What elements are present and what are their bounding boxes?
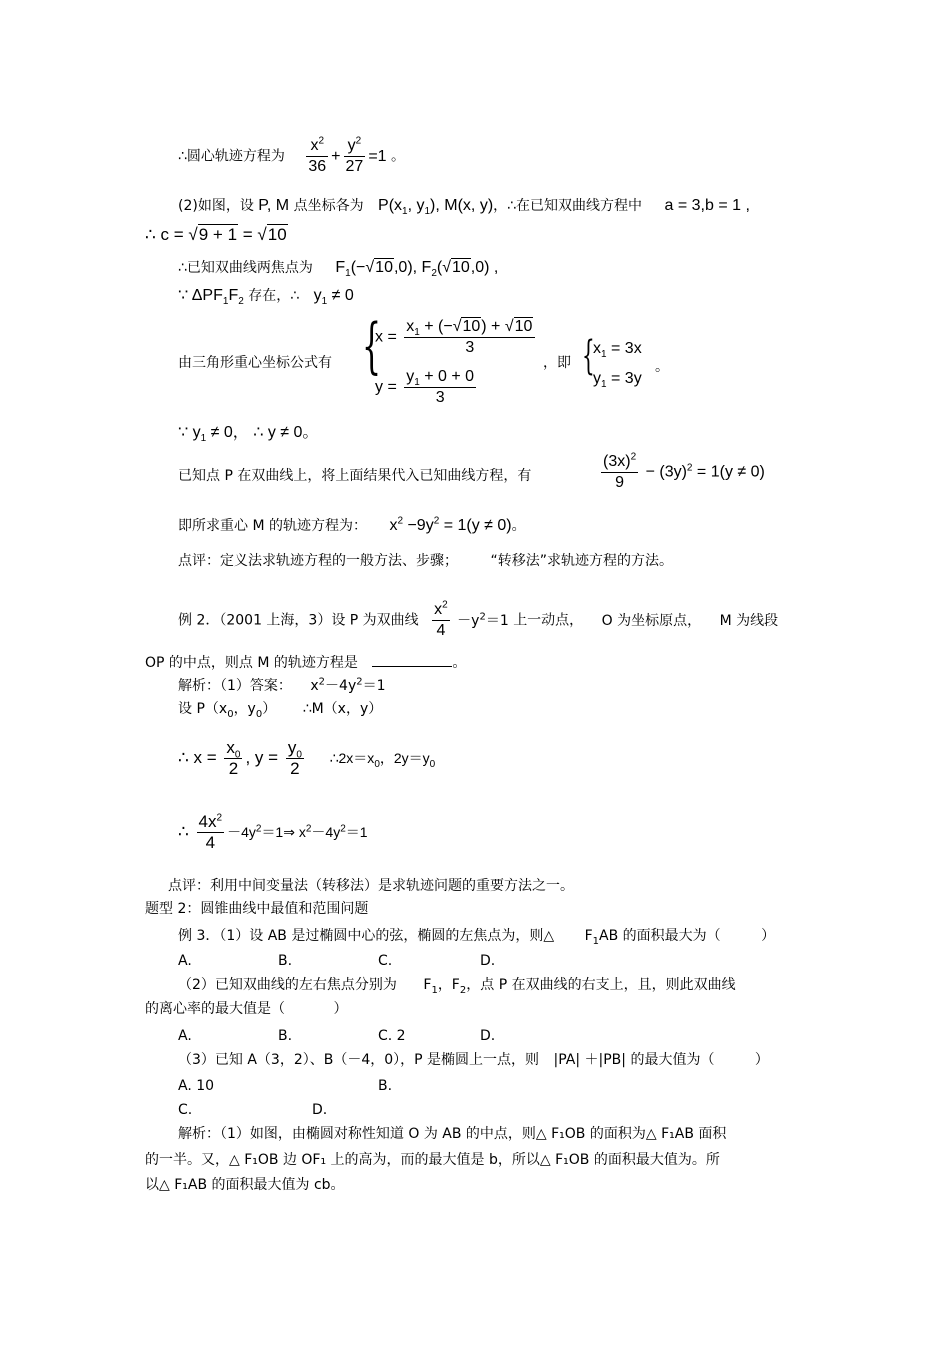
solution-3-line-3: 以△ F₁AB 的面积最大值为 cb。 [145,1177,345,1193]
example-2-line: 例 2．（2001 上海，3）设 P 为双曲线 $\frac{x^2}{4}$ $-y^2=1$ 上一动点， O 为坐标原点， M 为线段 [178,599,779,639]
option-c[interactable]: C. 2 [378,1028,406,1044]
derived-locus: ∴ $\frac{4x^2}{4}$ $-4y^2=1\Rightarrow$ $x^2-4y^2=1$ [178,812,368,852]
option-c[interactable]: C. [178,1102,193,1118]
locus-equation-line: ∴圆心轨迹方程为 $\frac{x^2}{36}$ + $\frac{y^2}{27}$ =1 。 [178,135,405,175]
example-3-part-2b: 的离心率的最大值是（ ） [145,1001,348,1017]
example-3-line: 例 3．（1）设 AB 是过椭圆中心的弦，椭圆的左焦点为，则△ $F_1AB$ 的面积最大为（ ） [178,928,776,947]
x1-equals-3x: $x_1 = 3x$ [593,340,642,361]
midpoint-equations: ∴ x = $\frac{x_0}{2}$ , y = $\frac{y_0}{2}$ $\therefore 2x=x_0$，$2y=y_0$ [178,738,436,778]
solution-3-line-1: 解析：（1）如图，由椭圆对称性知道 O 为 AB 的中点，则△ F₁OB 的面积为△ F₁AB 面积 [178,1126,727,1142]
y1-equals-3y: $y_1 = 3y$ [593,370,642,391]
nonzero-line: ∵ $y_1 \ne 0$， ∴ y ≠ 0。 [178,424,319,445]
comment-line-2: 点评：利用中间变量法（转移法）是求轨迹问题的重要方法之一。 [168,878,574,894]
option-b[interactable]: B. [378,1078,393,1094]
centroid-x-equation: x = $\frac{x_1 + (-√10) + √10}{3}$ [375,318,538,357]
option-a[interactable]: A. 10 [178,1078,215,1094]
substituted-equation: $\frac{(3x)^2}{9}$ − $(3y)^2 = 1(y \ne 0)$ [603,451,765,491]
left-brace-icon: { [362,311,382,381]
option-b[interactable]: B. [278,953,293,969]
comment-line-1: 点评：定义法求轨迹方程的一般方法、步骤； “转移法”求轨迹方程的方法。 [178,553,673,569]
example-3-part-2: （2）已知双曲线的左右焦点分别为 $F_1$，$F_2$，点 P 在双曲线的右支上，且，则此双曲线 [178,977,736,996]
option-d[interactable]: D. [480,1028,496,1044]
centroid-formula-label: 由三角形重心坐标公式有 [178,355,332,371]
foci-line: ∴已知双曲线两焦点为 $F_1(-√10,0)$, $F_2(√10,0)$ , [178,259,499,280]
option-a[interactable]: A. [178,953,192,969]
answer-line: 即所求重心 M 的轨迹方程为： $x^2 -9y^2 = 1(y \ne 0)$。 [178,515,526,534]
document-page: ∴圆心轨迹方程为 $\frac{x^2}{36}$ + $\frac{y^2}{27}$ =1 。 (2)如图，设 P, M 点坐标各为 $P(x_1$, $y_1$), M(x, y)，∴在已知双曲线方程中 a = 3,b = 1 , ∴ c = √9 + 1 = √10 ∴已知双曲线两焦点为 $F_1(-√10,0)$, $F_2(√10,0)$ , ∵ $\Delta PF_1F_2$ 存在，∴ $y_1 \ne 0$ { x = $\frac{x_1 + (-√10) + √10}{3}$ y = $\frac{y_1 + 0 + 0}{3}$ 由三角形重心坐标公式有 ，即 { $x_1 = 3x$ $y_1 = 3y$ 。 ∵ $y_1 \ne 0$， ∴ y ≠ 0。 已知点 P 在双曲线上，将上面结果代入已知曲线方程，有 $\frac{(3x)^2}{9}$ − $(3y)^2 = 1(y \ne 0)$ 即所求重心 M 的轨迹方程为： $x^2 -9y^2 = 1(y \ne 0)$。 点评：定义法求轨迹方程的一般方法、步骤； “转移法”求轨迹方程的方法。 例 2．（2001 上海，3）设 P 为双曲线 $\frac{x^2}{4}$ $-y^2=1$ 上一动点， O 为坐标原点， M 为线段 OP 的中点，则点 M 的轨迹方程是 。 解析：（1）答案： $x^2-4y^2=1$ 设 $P(x_0$，$y_0$） ∴M（x，y） ∴ x = $\frac{x_0}{2}$ , y = $\frac{y_0}{2}$ $\therefore 2x=x_0$，$2y=y_0$ ∴ $\frac{4x^2}{4}$ $-4y^2=1\Rightarrow$ $x^2-4y^2=1$ 点评：利用中间变量法（转移法）是求轨迹问题的重要方法之一。 题型 2：圆锥曲线中最值和范围问题 例 3．（1）设 AB 是过椭圆中心的弦，椭圆的左焦点为，则△ $F_1AB$ 的面积最大为（ ） A. B. C. D. （2）已知双曲线的左右焦点分别为 $F_1$，$F_2$，点 P 在双曲线的右支上，且，则此双曲线 的离心率的最大值是（ ） A. B. C. 2 D. （3）已知 A（3，2）、B（－4，0），P 是椭圆上一点，则 |PA| ＋|PB| 的最大值为（ ） A. 10 B. C. D. 解析：（1）如图，由椭圆对称性知道 O 为 AB 的中点，则△ F₁OB 的面积为△ F₁AB 面积 的一半。又，△ F₁OB 边 OF₁ 上的高为，而的最大值是 b，所以△ F₁OB 的面积最大值为。所 以△ F₁AB 的面积最大值为 cb。 [145,135,779,1193]
option-d[interactable]: D. [480,953,496,969]
options-row-3 [178,1077,418,1117]
solution-3-line-2: 的一半。又，△ F₁OB 边 OF₁ 上的高为，而的最大值是 b，所以△ F₁OB 的面积最大值为。所 [145,1152,720,1168]
option-a[interactable]: A. [178,1028,192,1044]
let-p-line: 设 $P(x_0$，$y_0$） ∴M（x，y） [178,701,383,720]
solution-answer-line: 解析：（1）答案： $x^2-4y^2=1$ [178,676,386,694]
equivalently-label: ，即 [543,355,571,371]
option-c[interactable]: C. [378,953,393,969]
substitution-line: 已知点 P 在双曲线上，将上面结果代入已知曲线方程，有 [178,468,532,484]
triangle-exists-line: ∵ $\Delta PF_1F_2$ 存在，∴ $y_1 \ne 0$ [178,287,354,308]
ellipse-equation: $\frac{x^2}{36}$ + $\frac{y^2}{27}$ =1 [308,135,391,175]
option-b[interactable]: B. [278,1028,293,1044]
centroid-y-equation: y = $\frac{y_1 + 0 + 0}{3}$ [375,368,475,406]
option-d[interactable]: D. [312,1102,328,1118]
small-brace-icon: { [582,333,595,379]
example-2-line-b: OP 的中点，则点 M 的轨迹方程是 。 [145,655,467,671]
c-value-line: ∴ c = √9 + 1 = √10 [145,225,287,244]
answer-blank[interactable] [372,654,452,667]
example-3-part-3: （3）已知 A（3，2）、B（－4，0），P 是椭圆上一点，则 |PA| ＋|PB| 的最大值为（ ） [178,1052,769,1068]
setup-line: (2)如图，设 P, M 点坐标各为 $P(x_1$, $y_1$), M(x, y)，∴在已知双曲线方程中 a = 3,b = 1 , [178,197,750,218]
section-title: 题型 2：圆锥曲线中最值和范围问题 [145,901,369,917]
